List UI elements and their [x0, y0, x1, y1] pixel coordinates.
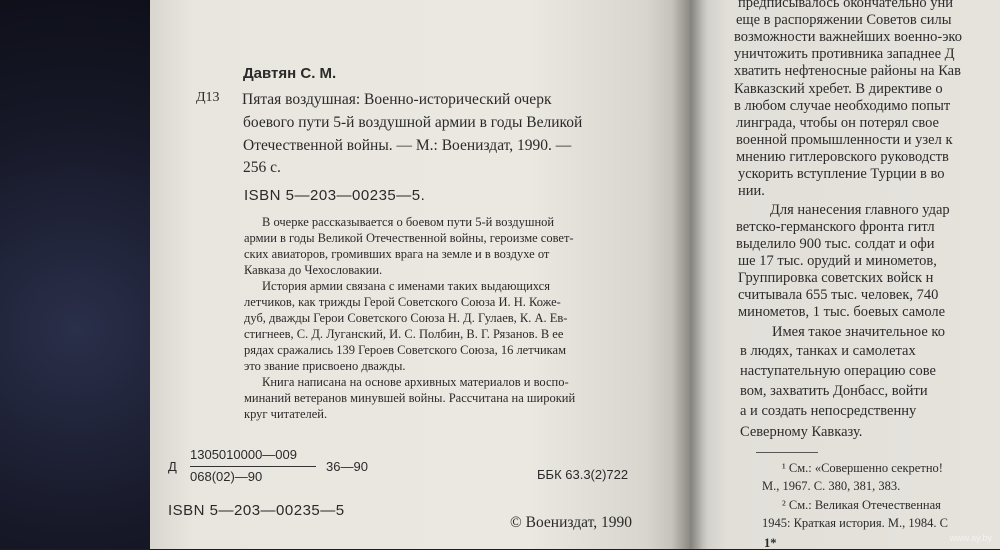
abstract-line: Книга написана на основе архивных материалов и воспо- — [262, 375, 569, 389]
body-line: Группировка советских войск н — [738, 270, 934, 286]
body-line: уничтожить противника западнее Д — [734, 46, 955, 62]
abstract-line: минаний ветеранов минувшей войны. Рассчитана на широкий — [244, 391, 576, 405]
abstract-line: это звание присвоено дважды. — [244, 359, 406, 373]
book-gutter — [672, 0, 708, 549]
fraction-letter: Д — [168, 459, 177, 474]
abstract-line: летчиков, как трижды Герой Советского Союза И. Н. Коже- — [244, 295, 561, 309]
footnote-rule — [756, 452, 818, 453]
title-line-4: 256 с. — [243, 159, 281, 176]
body-line: а и создать непосредственну — [740, 403, 917, 419]
body-line: военной промышленности и узел к — [736, 132, 953, 148]
abstract-line: Кавказа до Чехословакии. — [244, 263, 383, 277]
footnote-line: ² См.: Великая Отечественная — [782, 498, 941, 512]
title-line-1: Пятая воздушная: Военно-исторический очерк — [242, 91, 552, 108]
body-line: ше 17 тыс. орудий и минометов, — [738, 253, 937, 269]
body-line: наступательную операцию сове — [740, 363, 936, 379]
title-line-2: боевого пути 5-й воздушной армии в годы Великой — [243, 114, 583, 131]
body-line: вом, захватить Донбасс, войти — [740, 383, 928, 399]
abstract-line: рядах сражались 139 Героев Советского Союза, 16 летчикам — [244, 343, 567, 357]
abstract-line: История армии связана с именами таких выдающихся — [262, 279, 550, 293]
body-line: нии. — [738, 183, 765, 199]
footnote-line: 1945: Краткая история. М., 1984. С — [762, 516, 948, 530]
body-line: хватить нефтеносные районы на Кав — [734, 63, 961, 79]
body-line: мнению гитлеровского руководств — [736, 149, 949, 165]
footnote-line: М., 1967. С. 380, 381, 383. — [762, 479, 901, 493]
copyright: © Воениздат, 1990 — [510, 514, 632, 531]
body-line: еще в распоряжении Советов силы — [736, 12, 952, 28]
abstract-line: армии в годы Великой Отечественной войны, героизме совет- — [244, 231, 574, 245]
abstract-line: стигнеев, С. Д. Луганский, И. С. Полбин, В. Г. Рязанов. В ее — [244, 327, 564, 341]
isbn-top: ISBN 5—203—00235—5. — [244, 187, 426, 204]
body-line: Северному Кавказу. — [740, 424, 863, 440]
body-line: в любом случае необходимо попыт — [734, 98, 951, 114]
footnote-line: ¹ См.: «Совершенно секретно! — [782, 461, 943, 475]
isbn-bottom: ISBN 5—203—00235—5 — [168, 502, 345, 519]
fraction-bar — [190, 466, 316, 467]
abstract-line: круг читателей. — [244, 407, 328, 421]
body-line: выделило 900 тыс. солдат и офи — [736, 236, 935, 252]
fraction-numerator: 1305010000—009 — [190, 447, 297, 462]
fraction-denominator: 068(02)—90 — [190, 469, 263, 484]
bbk-index: ББК 63.3(2)722 — [537, 467, 629, 482]
body-line: Имея такое значительное ко — [772, 324, 945, 340]
author-name: Давтян С. М. — [243, 65, 337, 82]
fraction-suffix: 36—90 — [326, 459, 368, 474]
watermark: www.ay.by — [949, 533, 992, 543]
signature-mark: 1* — [764, 536, 777, 550]
body-line: считывала 655 тыс. человек, 740 — [738, 287, 939, 303]
abstract-line: В очерке рассказывается о боевом пути 5-й воздушной — [262, 215, 555, 229]
abstract-line: дуб, дважды Герои Советского Союза Н. Д. Гулаев, К. А. Ев- — [244, 311, 568, 325]
body-line: минометов, 1 тыс. боевых самоле — [738, 304, 946, 320]
body-line: возможности важнейших военно-эко — [734, 29, 962, 45]
body-line: Кавказский хребет. В директиве о — [734, 81, 943, 97]
body-line: линграда, чтобы он потерял свое — [736, 115, 939, 131]
body-line: ускорить вступление Турции в во — [738, 166, 945, 182]
abstract-line: ских авиаторов, громивших врага на земле и в воздухе от — [244, 247, 550, 261]
body-line: ветско-германского фронта гитл — [736, 219, 935, 235]
body-line: Для нанесения главного удар — [770, 202, 950, 218]
body-line: предписывалось окончательно уни — [738, 0, 954, 11]
title-line-3: Отечественной войны. — М.: Воениздат, 1990. — — [243, 137, 572, 154]
catalog-code: Д13 — [196, 90, 220, 105]
body-line: в людях, танках и самолетах — [740, 343, 916, 359]
